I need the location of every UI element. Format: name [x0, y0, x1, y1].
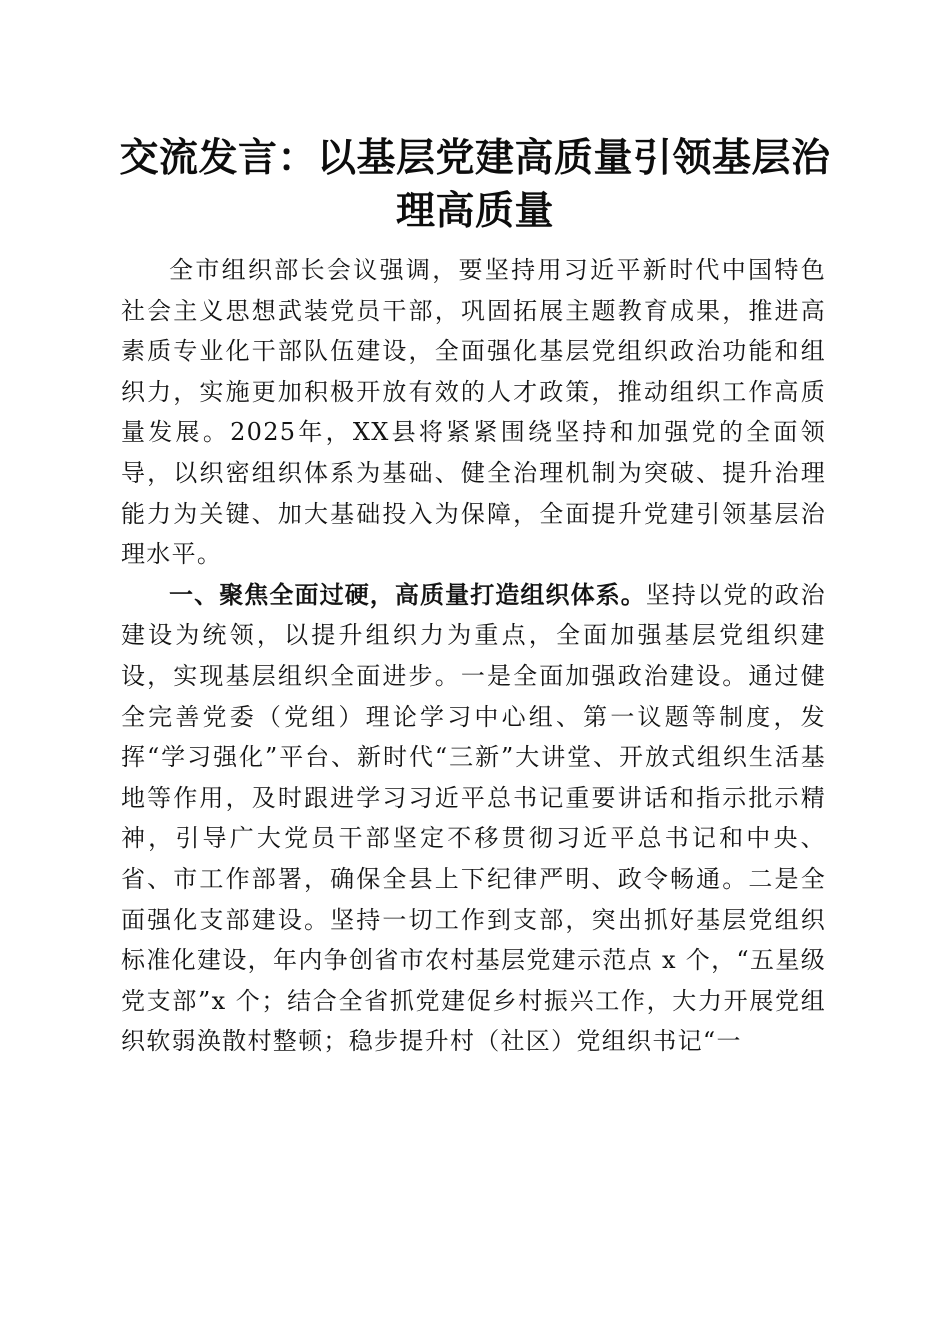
section-one-heading: 一、聚焦全面过硬，高质量打造组织体系。	[169, 580, 646, 609]
paragraph-intro-text: 全市组织部长会议强调，要坚持用习近平新时代中国特色社会主义思想武装党员干部，巩固拓展主题教育成果，推进高素质专业化干部队伍建设，全面强化基层党组织政治功能和组织力，实施更加积极开放有效的人才政策，推动组织工作高质量发展。2025年，XX县将紧紧围绕坚持和加强党的全面领导，以织密组织体系为基础、健全治理机制为突破、提升治理能力为关键、加大基础投入为保障，全面提升党建引领基层治理水平。	[121, 256, 826, 569]
paragraph-section-one	[121, 575, 826, 1062]
document-body	[121, 250, 826, 1062]
section-one-text: 坚持以党的政治建设为统领，以提升组织力为重点，全面加强基层党组织建设，实现基层组织全面进步。一是全面加强政治建设。通过健全完善党委（党组）理论学习中心组、第一议题等制度，发挥“学习强化”平台、新时代“三新”大讲堂、开放式组织生活基地等作用，及时跟进学习习近平总书记重要讲话和指示批示精神，引导广大党员干部坚定不移贯彻习近平总书记和中央、省、市工作部署，确保全县上下纪律严明、政令畅通。二是全面强化支部建设。坚持一切工作到支部，突出抓好基层党组织标准化建设，年内争创省市农村基层党建示范点 x 个，“五星级党支部”x 个；结合全省抓党建促乡村振兴工作，大力开展党组织软弱涣散村整顿；稳步提升村（社区）党组织书记“一	[121, 580, 826, 1056]
document-title: 交流发言：以基层党建高质量引领基层治理高质量	[119, 135, 831, 234]
paragraph-intro	[121, 250, 826, 575]
